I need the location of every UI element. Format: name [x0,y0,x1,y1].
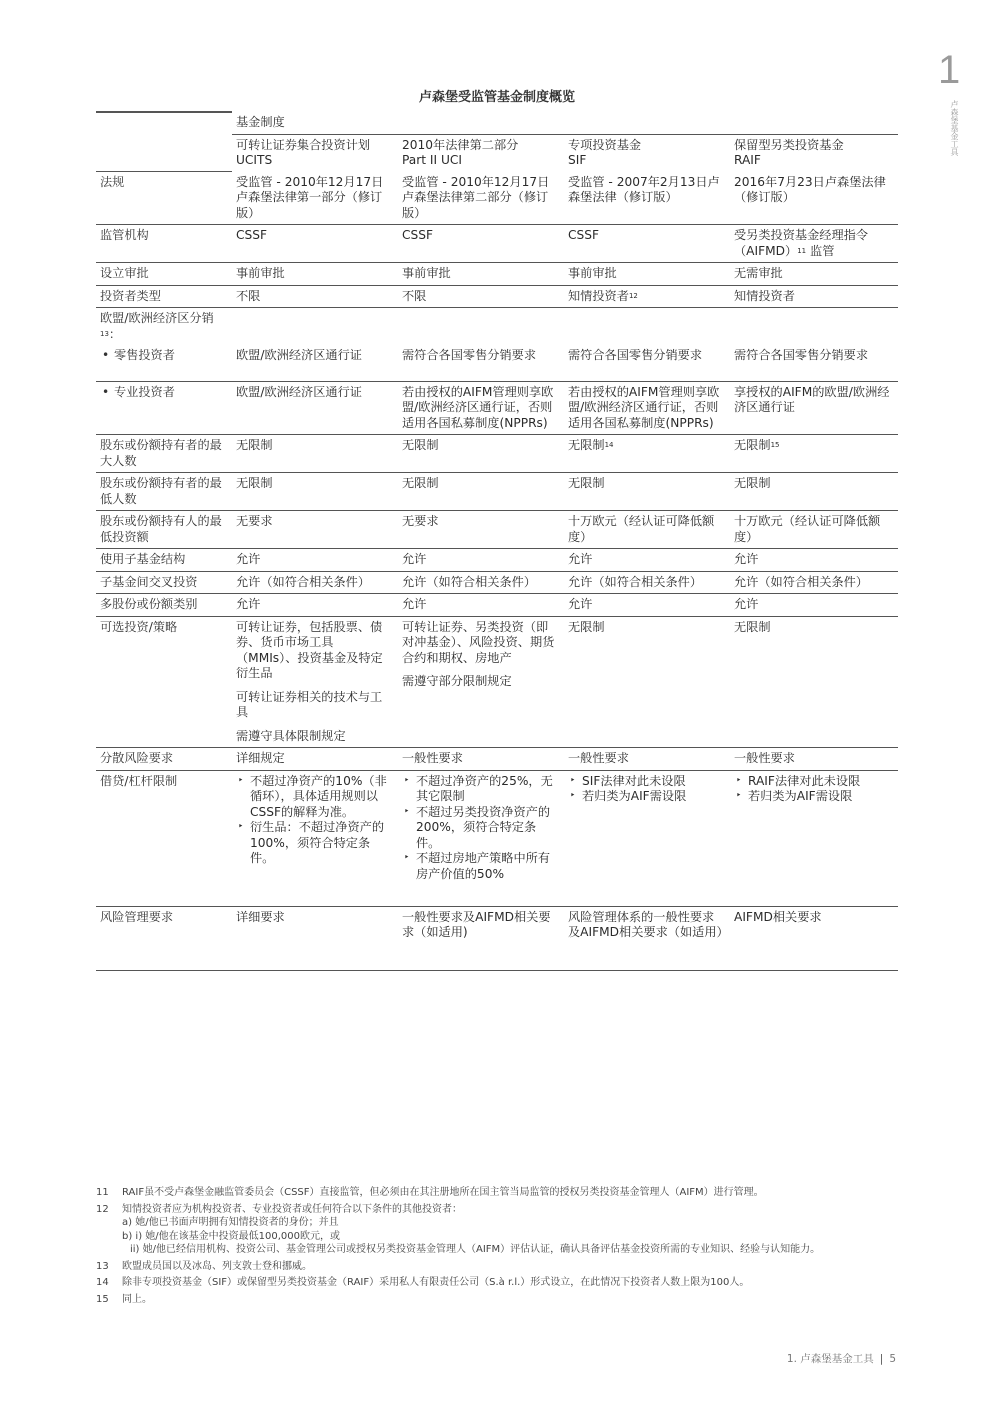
table-cell: 不限 [398,285,564,308]
table-row-professional [96,381,898,435]
table-cell: 无限制 [730,616,898,748]
list-item: ‣ 若归类为AIF需设限 [568,789,726,805]
row-label: • 专业投资者 [96,381,232,435]
list-item: ‣ RAIF法律对此未设限 [734,774,894,790]
list-item: ‣ 不超过净资产的25%，无其它限制 [402,774,560,805]
table-row-risk-management [96,906,898,970]
table-cell: 受监管 - 2007年2月13日卢森堡法律（修订版） [564,172,730,225]
list-item: ‣ 不超过净资产的10%（非循环），具体适用规则以CSSF的解释为准。 [236,774,394,821]
regime-header: 基金制度 [232,112,898,134]
footnotes [96,1186,896,1309]
row-label: • 零售投资者 [96,345,232,381]
table-cell: 受另类投资基金经理指令（AIFMD）$^{11}$ 监管 [730,225,898,263]
column-header-part2: 2010年法律第二部分 Part II UCI [402,137,519,167]
row-label: 监管机构 [96,225,232,263]
table-header-regime-row [96,112,898,134]
table-cell: 无限制 [232,435,398,473]
page-number: 5 [889,1353,896,1365]
table-header-columns-row [96,134,898,172]
table-cell: 一般性要求 [564,748,730,771]
table-cell: 允许 [232,549,398,572]
row-label: 多股份或份额类别 [96,594,232,617]
table-cell [232,770,398,906]
table-cell: 事前审批 [232,263,398,286]
table-title: 卢森堡受监管基金制度概览 [418,90,575,105]
table-row-max-holders [96,435,898,473]
row-label: 借贷/杠杆限制 [96,770,232,906]
row-label: 欧盟/欧洲经济区分销$^{13}$： [100,311,214,341]
footnote-ref: 13 [100,329,109,338]
table-cell: 需符合各国零售分销要求 [564,345,730,381]
table-cell: AIFMD相关要求 [730,906,898,970]
list-item: ‣ 若归类为AIF需设限 [734,789,894,805]
table-row-leverage [96,770,898,906]
table-cell: CSSF [564,225,730,263]
row-label: 法规 [96,172,232,225]
column-header-sif: 专项投资基金 SIF [568,137,642,167]
list-item: ‣ 衍生品：不超过净资产的100%，须符合特定条件。 [236,820,394,867]
row-label: 子基金间交叉投资 [96,571,232,594]
table-cell: CSSF [398,225,564,263]
footnote-14: 14 除非专项投资基金（SIF）或保留型另类投资基金（RAIF）采用私人有限责任公司（S.à r.l.）形式设立，在此情况下投资者人数上限为100人。 [96,1277,750,1288]
table-cell: 无要求 [232,511,398,549]
table-cell: 无限制 [398,435,564,473]
table-cell: 允许 [564,594,730,617]
table-cell: 需符合各国零售分销要求 [398,345,564,381]
table-row-investor-type [96,285,898,308]
list-item: ‣ 不超过房地产策略中所有房产价值的50% [402,851,560,882]
table-cell: 事前审批 [398,263,564,286]
table-row-law [96,172,898,225]
table-row-approval [96,263,898,286]
table-cell: 享授权的AIFM的欧盟/欧洲经济区通行证 [730,381,898,435]
table-cell: 允许（如符合相关条件） [232,571,398,594]
row-label: 股东或份额持有者的最大人数 [96,435,232,473]
table-row-sub-funds [96,549,898,572]
table-row-retail [96,345,898,381]
table-cell: 需符合各国零售分销要求 [730,345,898,381]
table-cell: 十万欧元（经认证可降低额度） [730,511,898,549]
table-cell: 无限制 [398,473,564,511]
table-cell: 受监管 - 2010年12月17日卢森堡法律第二部分（修订版） [398,172,564,225]
chapter-number: 1 [938,48,961,92]
column-header-raif: 保留型另类投资基金 RAIF [734,137,844,167]
table-cell: 无限制$^{15}$ [730,435,898,473]
table-cell: 详细规定 [232,748,398,771]
row-label: 设立审批 [96,263,232,286]
list-item: ‣ SIF法律对此未设限 [568,774,726,790]
table-cell [398,770,564,906]
row-label: 股东或份额持有者的最低人数 [96,473,232,511]
table-cell: 无限制 [564,473,730,511]
row-label: 投资者类型 [96,285,232,308]
footer-section-title: 1. 卢森堡基金工具 [786,1353,874,1365]
table-cell: 不限 [232,285,398,308]
table-cell: 允许 [564,549,730,572]
table-cell: 知情投资者 [730,285,898,308]
table-cell: 无限制 [232,473,398,511]
table-row-min-investment [96,511,898,549]
footnote-13: 13 欧盟成员国以及冰岛、列支敦士登和挪威。 [96,1260,312,1272]
footnote-12: 12 知情投资者应为机构投资者、专业投资者或任何符合以下条件的其他投资者： a) 她/他已书面声明拥有知情投资者的身份；并且 b) i) 她/他在该基金中投资最低100,000欧元，或 ii) 她/他已经信用机构、投资公司、基金管理公司或授权另类投资基金管理人（AIFM）评估认证，确认具备评估基金投资所需的专业知识、经验与认知能力。 [96,1203,821,1255]
table-cell: 可转让证券，包括股票、债券、货币市场工具（MMIs）、投资基金及特定衍生品 可转让证券相关的技术与工具 需遵守具体限制规定 [232,616,398,748]
table-cell: 允许 [730,549,898,572]
table-cell: 允许 [398,594,564,617]
page-footer [787,1351,896,1366]
table-cell: 若由授权的AIFM管理则享欧盟/欧洲经济区通行证，否则适用各国私募制度(NPPRs) [564,381,730,435]
column-header-ucits: 可转让证券集合投资计划 UCITS [236,137,371,167]
table-cell: 2016年7月23日卢森堡法律（修订版） [730,172,898,225]
table-cell: 一般性要求及AIFMD相关要求（如适用) [398,906,564,970]
table-row-distribution [96,308,898,346]
table-cell: 允许（如符合相关条件） [564,571,730,594]
table-cell: 无限制$^{14}$ [564,435,730,473]
footnote-11: 11 RAIF虽不受卢森堡金融监管委员会（CSSF）直接监管，但必须由在其注册地所在国主管当局监管的授权另类投资基金管理人（AIFM）进行管理。 [96,1187,764,1198]
table-cell: 允许 [232,594,398,617]
footnote-ref: 15 [770,441,780,449]
table-cell: 事前审批 [564,263,730,286]
table-cell: 知情投资者$^{12}$ [564,285,730,308]
row-label: 风险管理要求 [96,906,232,970]
table-cell: 无限制 [730,473,898,511]
table-cell: 无限制 [564,616,730,748]
table-cell: 一般性要求 [730,748,898,771]
table-cell: 欧盟/欧洲经济区通行证 [232,381,398,435]
table-cell: 若由授权的AIFM管理则享欧盟/欧洲经济区通行证，否则适用各国私募制度(NPPRs) [398,381,564,435]
footer-separator: | [879,1353,884,1365]
table-row-investments [96,616,898,748]
row-label: 使用子基金结构 [96,549,232,572]
row-label: 股东或份额持有人的最低投资额 [96,511,232,549]
footnote-ref: 14 [604,441,614,449]
table-cell: 详细要求 [232,906,398,970]
table-row-share-classes [96,594,898,617]
fund-regime-table [96,111,898,971]
table-cell: 无要求 [398,511,564,549]
table-cell [564,770,730,906]
table-cell: 受监管 - 2010年12月17日卢森堡法律第一部分（修订版） [232,172,398,225]
row-label: 可选投资/策略 [96,616,232,748]
side-section-label: 卢森堡基金工具 [950,100,959,156]
table-cell [730,770,898,906]
table-row-diversification [96,748,898,771]
table-cell: 允许（如符合相关条件） [730,571,898,594]
row-label: 分散风险要求 [96,748,232,771]
list-item: ‣ 不超过另类投资净资产的200%，须符合特定条件。 [402,805,560,852]
table-row-regulator [96,225,898,263]
footnote-15: 15 同上。 [96,1293,152,1305]
table-cell: 一般性要求 [398,748,564,771]
table-row-min-holders [96,473,898,511]
table-cell: 风险管理体系的一般性要求及AIFMD相关要求（如适用） [564,906,730,970]
table-cell: 可转让证券、另类投资（即对冲基金）、风险投资、期货合约和期权、房地产 需遵守部分限制规定 [398,616,564,748]
table-cell: 允许 [398,549,564,572]
table-cell: 无需审批 [730,263,898,286]
table-cell: 欧盟/欧洲经济区通行证 [232,345,398,381]
table-cell: 十万欧元（经认证可降低额度） [564,511,730,549]
footnote-ref: 12 [628,291,638,300]
table-cell: 允许（如符合相关条件） [398,571,564,594]
table-cell: 允许 [730,594,898,617]
footnote-ref: 11 [797,246,807,255]
table-row-cross-invest [96,571,898,594]
table-cell: CSSF [232,225,398,263]
